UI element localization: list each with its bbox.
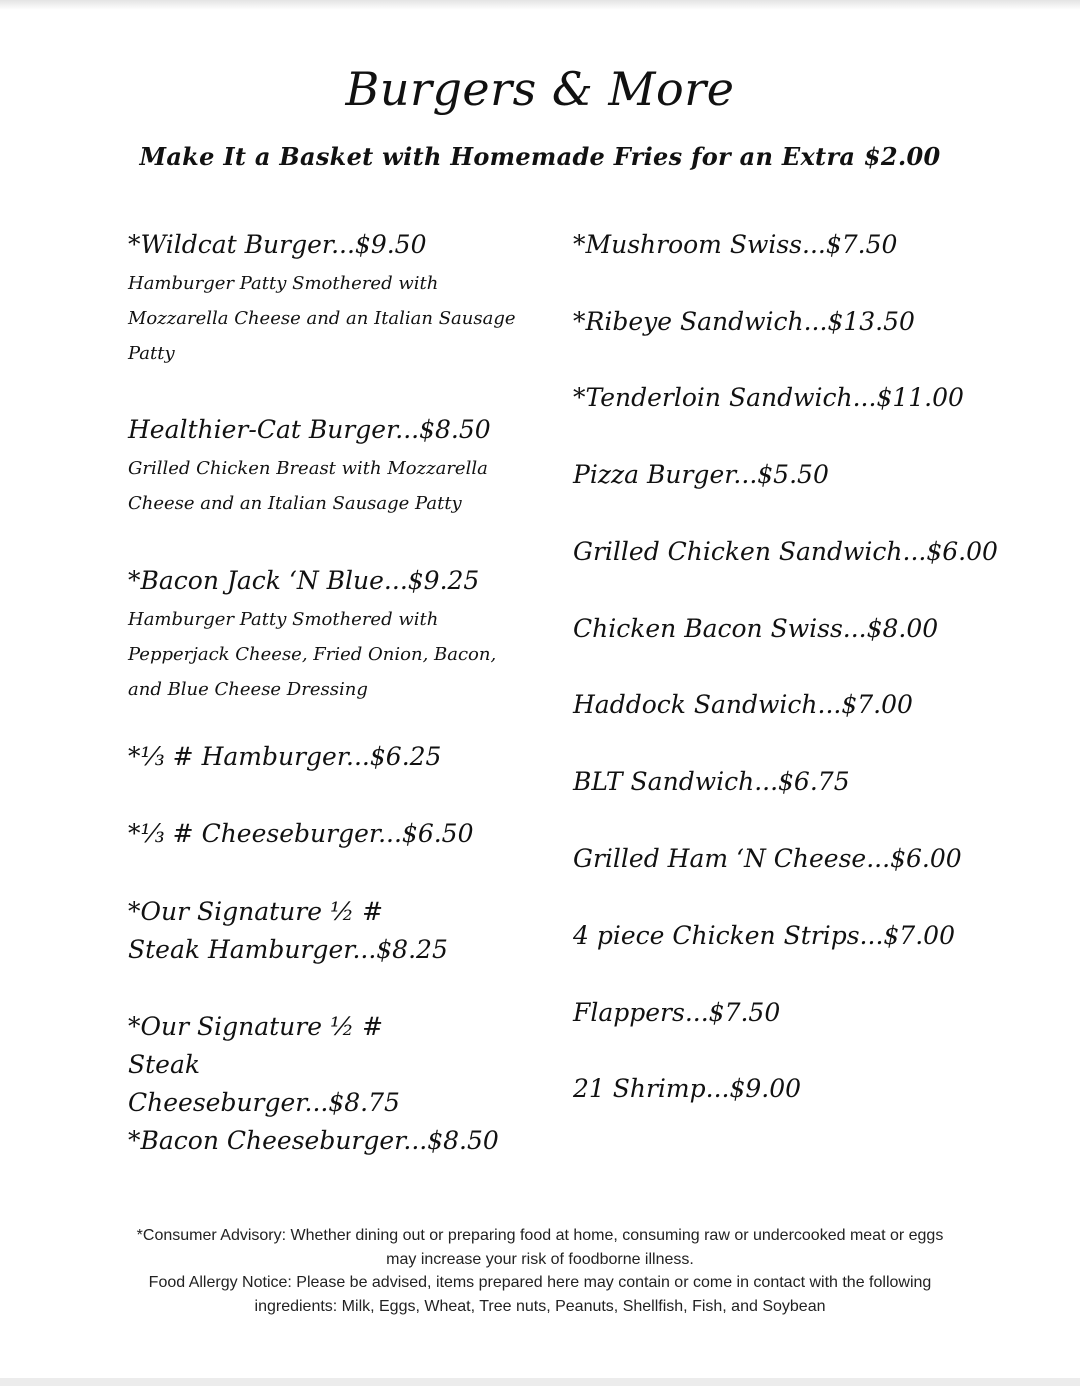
menu-item bbox=[128, 226, 518, 371]
item-name: Chicken Bacon Swiss...$8.00 bbox=[573, 614, 939, 643]
item-description: Grilled Chicken Breast with Mozzarella Cheese and an Italian Sausage Patty bbox=[128, 458, 488, 514]
item-name: *⅓ # Cheeseburger...$6.50 bbox=[128, 819, 474, 848]
item-name: *Tenderloin Sandwich...$11.00 bbox=[573, 383, 964, 412]
item-name: *⅓ # Hamburger...$6.25 bbox=[128, 742, 442, 771]
menu-item bbox=[128, 738, 548, 776]
menu-item bbox=[573, 303, 915, 341]
menu-item bbox=[573, 226, 897, 264]
menu-item bbox=[573, 686, 913, 724]
menu-item bbox=[573, 994, 780, 1032]
item-name: Grilled Ham ‘N Cheese...$6.00 bbox=[573, 844, 962, 873]
menu-item bbox=[573, 456, 829, 494]
item-name: Healthier-Cat Burger...$8.50 bbox=[128, 415, 491, 444]
menu-item bbox=[573, 610, 938, 648]
item-name: Pizza Burger...$5.50 bbox=[573, 460, 829, 489]
menu-item bbox=[128, 562, 518, 707]
menu-item bbox=[128, 1122, 548, 1160]
item-name: *Our Signature ½ # Steak Hamburger...$8.25 bbox=[128, 897, 448, 964]
menu-item bbox=[573, 917, 955, 955]
advisory-notice bbox=[130, 1224, 950, 1318]
item-name: 21 Shrimp...$9.00 bbox=[573, 1074, 802, 1103]
item-name: *Ribeye Sandwich...$13.50 bbox=[573, 307, 915, 336]
menu-item bbox=[573, 763, 850, 801]
menu-item bbox=[128, 815, 548, 853]
menu-item bbox=[128, 893, 458, 969]
menu-item bbox=[573, 1070, 801, 1108]
item-name: Flappers...$7.50 bbox=[573, 998, 781, 1027]
menu-item bbox=[128, 1008, 458, 1122]
item-description: Hamburger Patty Smothered with Mozzarella Cheese and an Italian Sausage Patty bbox=[128, 273, 516, 364]
item-name: *Bacon Cheeseburger...$8.50 bbox=[128, 1126, 499, 1155]
item-name: *Our Signature ½ # Steak Cheeseburger...$8.75 bbox=[128, 1012, 400, 1117]
item-name: Haddock Sandwich...$7.00 bbox=[573, 690, 913, 719]
item-name: *Mushroom Swiss...$7.50 bbox=[573, 230, 898, 259]
page-bottom-edge bbox=[0, 1378, 1080, 1386]
menu-item bbox=[573, 840, 962, 878]
item-description: Hamburger Patty Smothered with Pepperjack Cheese, Fried Onion, Bacon, and Blue Cheese Dressing bbox=[128, 609, 497, 700]
item-name: *Bacon Jack ‘N Blue...$9.25 bbox=[128, 566, 480, 595]
consumer-advisory: *Consumer Advisory: Whether dining out or preparing food at home, consuming raw or undercooked meat or eggs may increase your risk of foodborne illness. bbox=[136, 1227, 944, 1268]
item-name: 4 piece Chicken Strips...$7.00 bbox=[573, 921, 955, 950]
item-name: Grilled Chicken Sandwich...$6.00 bbox=[573, 537, 998, 566]
page-top-edge bbox=[0, 0, 1080, 10]
food-allergy-notice: Food Allergy Notice: Please be advised, items prepared here may contain or come in contact with the following ingredients: Milk, Eggs, Wheat, Tree nuts, Peanuts, Shellfish, Fish, and Soybean bbox=[148, 1274, 932, 1315]
menu-item bbox=[573, 533, 998, 571]
menu-subtitle: Make It a Basket with Homemade Fries for an Extra $2.00 bbox=[139, 142, 941, 171]
menu-title: Burgers & More bbox=[345, 62, 735, 116]
menu-item bbox=[128, 411, 518, 521]
menu-item bbox=[573, 379, 964, 417]
item-name: BLT Sandwich...$6.75 bbox=[573, 767, 850, 796]
item-name: *Wildcat Burger...$9.50 bbox=[128, 230, 427, 259]
